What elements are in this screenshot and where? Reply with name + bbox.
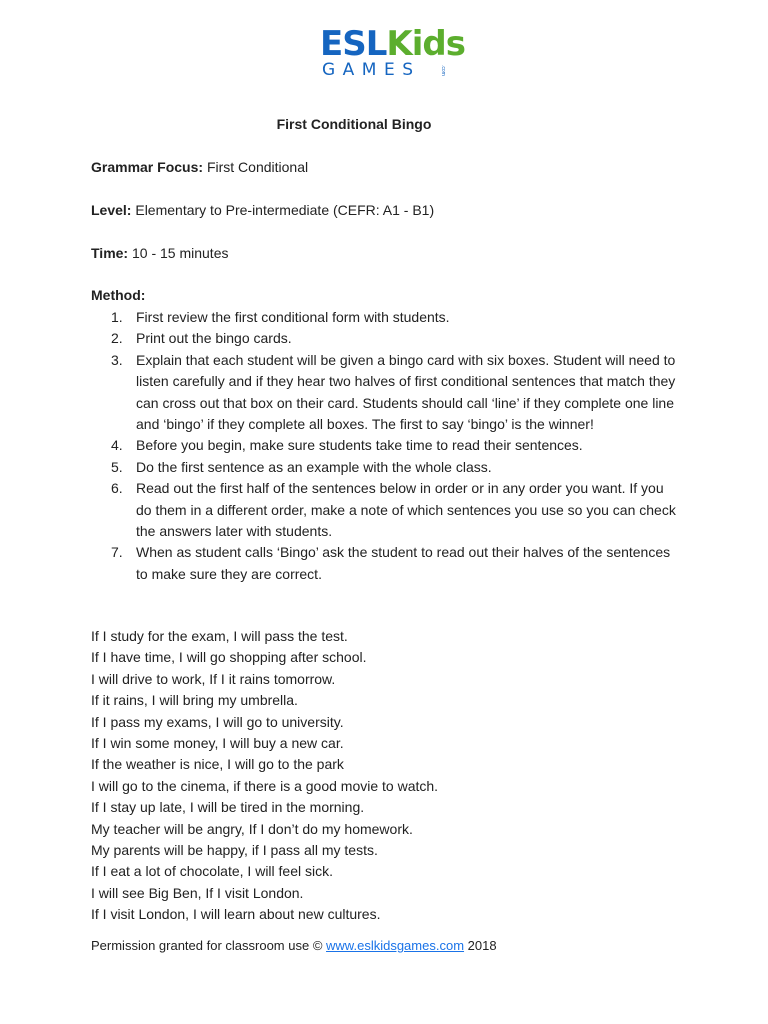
grammar-focus-value: First Conditional — [206, 159, 309, 175]
method-step — [91, 328, 681, 349]
sentence-item: If I win some money, I will buy a new car. — [91, 735, 344, 752]
step-text: When as student calls ‘Bingo’ ask the student to read out their halves of the sentences to make sure they are correct. — [136, 544, 671, 582]
step-text: First review the first conditional form with students. — [136, 309, 450, 325]
method-step — [91, 542, 681, 585]
sentence-item: If I eat a lot of chocolate, I will feel sick. — [91, 863, 333, 880]
time-label: Time: — [91, 245, 129, 261]
step-number: 4. — [111, 437, 123, 454]
level-line — [91, 201, 434, 219]
footer-year: 2018 — [467, 938, 497, 953]
sentence-item: I will go to the cinema, if there is a good movie to watch. — [91, 777, 439, 794]
step-number: 6. — [111, 480, 123, 497]
sentence-item: If the weather is nice, I will go to the park — [91, 756, 344, 773]
method-heading: Method: — [91, 287, 146, 303]
sentence-item: I will drive to work, If I it rains tomorrow. — [91, 670, 336, 687]
method-step — [91, 350, 681, 436]
logo-esl: ESL — [320, 24, 387, 64]
sentence-item: My parents will be happy, if I pass all my tests. — [91, 842, 378, 859]
sentence-item: If it rains, I will bring my umbrella. — [91, 692, 298, 709]
time-value: 10 - 15 minutes — [131, 245, 229, 261]
logo-kids: Kids — [386, 24, 465, 64]
step-text: Print out the bingo cards. — [136, 330, 292, 347]
sentence-item: My teacher will be angry, If I don’t do my homework. — [91, 820, 413, 837]
sentence-list — [91, 626, 438, 926]
logo-wordmark — [320, 26, 465, 62]
step-text: Read out the first half of the sentences below in order or in any order you want. If you do them in a different order, make a note of which sentences you use so you can check the answers later with students. — [136, 480, 676, 540]
website-link[interactable]: www.eslkidsgames.com — [326, 938, 465, 953]
method-step — [91, 478, 681, 542]
level-value: Elementary to Pre-intermediate (CEFR: A1 - B1) — [135, 202, 435, 218]
method-step — [91, 307, 681, 328]
sentence-item: If I stay up late, I will be tired in the morning. — [91, 799, 365, 816]
method-step — [91, 457, 681, 478]
step-number: 1. — [111, 309, 123, 325]
step-number: 5. — [111, 458, 123, 475]
logo-games: GAMES — [322, 60, 421, 80]
method-steps — [91, 307, 681, 585]
method-step — [91, 435, 681, 456]
footer — [91, 937, 497, 955]
sentence-item: If I pass my exams, I will go to university. — [91, 713, 344, 730]
sentence-item: If I visit London, I will learn about new cultures. — [91, 906, 381, 923]
grammar-focus-label: Grammar Focus: — [91, 159, 204, 175]
grammar-focus-line — [91, 158, 308, 176]
sentence-item: If I have time, I will go shopping after school. — [91, 649, 367, 666]
step-text: Before you begin, make sure students take time to read their sentences. — [136, 437, 583, 454]
logo-com: .com — [440, 65, 446, 76]
step-number: 7. — [111, 544, 123, 561]
sentence-item: If I study for the exam, I will pass the test. — [91, 628, 348, 644]
eslkidsgames-logo — [320, 24, 465, 84]
step-number: 2. — [111, 330, 123, 347]
sentence-item: I will see Big Ben, If I visit London. — [91, 884, 304, 901]
page-title: First Conditional Bingo — [276, 116, 432, 132]
level-label: Level: — [91, 202, 132, 218]
step-number: 3. — [111, 351, 123, 368]
time-line — [91, 244, 228, 262]
permission-text: Permission granted for classroom use © — [91, 938, 323, 953]
step-text: Explain that each student will be given a bingo card with six boxes. Student will need to listen carefully and if they hear two halves of first conditional sentences that match they can cross out that box on their card. Students should call ‘line’ if they complete one line and ‘bingo’ if they complete all boxes. The first to say ‘bingo’ is the winner! — [136, 351, 676, 433]
step-text: Do the first sentence as an example with the whole class. — [136, 458, 492, 475]
